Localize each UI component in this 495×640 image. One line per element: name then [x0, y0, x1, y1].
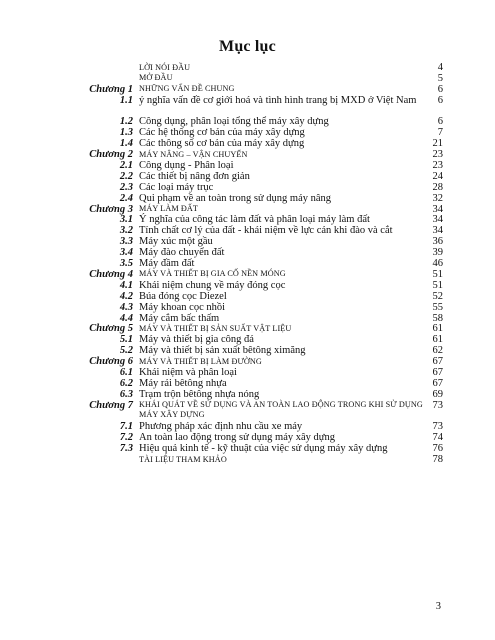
toc-entry-page: 23 [432, 149, 443, 161]
toc-entry-row [0, 138, 495, 149]
toc-entry-page: 28 [432, 181, 443, 193]
toc-entry-page: 61 [432, 334, 443, 346]
toc-entry-page: 55 [432, 301, 443, 313]
toc-entry-title: Các hệ thống cơ bản của máy xây dựng [139, 127, 305, 139]
toc-entry-row [0, 193, 495, 204]
toc-entry-number: 7.3 [119, 443, 133, 455]
toc-entry-title: Máy đào chuyển đất [139, 247, 225, 259]
toc-entry-number: Chương 4 [89, 268, 133, 280]
toc-entry-page: 4 [437, 62, 443, 73]
toc-entry-row [0, 258, 495, 269]
toc-entry-page: 34 [432, 225, 443, 237]
toc-entry-title: Búa đóng cọc Diezel [139, 290, 227, 302]
toc-entry-number: 2.2 [119, 170, 133, 182]
toc-entry-number: 4.2 [119, 290, 133, 302]
toc-entry-number: Chương 3 [89, 203, 133, 215]
toc-entry-title: Khái niệm chung về máy đóng cọc [139, 279, 286, 291]
toc-entry-title: Công dụng - Phân loại [139, 160, 234, 172]
toc-entry-row [0, 313, 495, 324]
toc-entry-page: 21 [432, 138, 443, 150]
page-title: Mục lục [219, 38, 276, 55]
toc-entry-title: MÁY LÀM ĐẤT [139, 204, 199, 214]
toc-entry-number: 5.1 [119, 334, 133, 346]
toc-entry-row [0, 127, 495, 138]
toc-entry-number: 4.4 [119, 312, 133, 324]
toc-entry-row [0, 454, 495, 465]
toc-entry-number: 2.3 [119, 181, 133, 193]
toc-entry-title: LỜI NÓI ĐẦU [139, 62, 191, 72]
toc-entry-page: 58 [432, 312, 443, 324]
toc-entry-title: KHÁI QUÁT VỀ SỬ DỤNG VÀ AN TOÀN LAO ĐỘNG TRONG KHI SỬ DỤNG MÁY XÂY DỰNG [139, 400, 423, 420]
toc-entry-number: 2.4 [119, 192, 133, 204]
toc-entry-number: 7.2 [119, 432, 133, 444]
toc-entry-title: MÁY VÀ THIẾT BỊ LÀM ĐƯỜNG [139, 356, 262, 366]
toc-entry-page: 34 [432, 214, 443, 226]
toc-entry-page: 73 [432, 399, 443, 411]
toc-entry-page: 6 [437, 94, 443, 106]
toc-entry-page: 74 [432, 432, 443, 444]
toc-entry-page: 6 [437, 83, 443, 95]
toc-entry-page: 67 [432, 366, 443, 378]
toc-entry-number: 3.2 [119, 225, 133, 237]
toc-entry-number: 1.1 [119, 94, 133, 106]
toc-entry-number: 4.1 [119, 279, 133, 291]
toc-entry-row [0, 171, 495, 182]
toc-entry-page: 36 [432, 236, 443, 248]
toc-entry-page: 5 [437, 72, 443, 84]
toc-entry-row [0, 443, 495, 454]
toc-entry-page: 73 [432, 421, 443, 433]
toc-entry-page: 76 [432, 443, 443, 455]
toc-chapter-row [0, 84, 495, 95]
toc-entry-title: Qui phạm về an toàn trong sử dụng máy nâng [139, 192, 332, 204]
toc-entry-title: Trạm trộn bêtông nhựa nóng [139, 388, 260, 400]
toc-entry-title: Hiệu quả kinh tế - kỹ thuật của việc sử dụng máy xây dựng [139, 443, 388, 455]
toc-entry-page: 62 [432, 345, 443, 357]
toc-entry-title: MÁY NÂNG – VẬN CHUYỂN [139, 149, 248, 159]
toc-entry-number: 3.3 [119, 236, 133, 248]
table-of-contents [0, 62, 495, 465]
toc-entry-title: Máy cắm bấc thấm [139, 312, 220, 324]
toc-entry-number: 5.2 [119, 345, 133, 357]
toc-entry-row [0, 95, 495, 117]
toc-entry-row [0, 116, 495, 127]
toc-entry-page: 67 [432, 356, 443, 368]
toc-entry-number: 6.2 [119, 377, 133, 389]
toc-entry-page: 23 [432, 160, 443, 172]
toc-entry-title: Các thiết bị nâng đơn giản [139, 170, 250, 182]
toc-entry-title: MỞ ĐẦU [139, 73, 173, 83]
toc-entry-number: Chương 7 [89, 399, 133, 411]
toc-entry-row [0, 291, 495, 302]
toc-entry-page: 61 [432, 323, 443, 335]
toc-entry-title: Công dụng, phân loại tổng thể máy xây dựng [139, 116, 329, 128]
toc-entry-title: Tính chất cơ lý của đất - khái niệm về lực cản khi đào và cắt [139, 225, 393, 237]
toc-entry-row [0, 421, 495, 432]
toc-entry-row [0, 378, 495, 389]
toc-entry-number: Chương 5 [89, 323, 133, 335]
toc-entry-row [0, 345, 495, 356]
toc-entry-row [0, 280, 495, 291]
toc-entry-page: 52 [432, 290, 443, 302]
toc-entry-page: 78 [432, 454, 443, 466]
toc-entry-number: Chương 2 [89, 149, 133, 161]
toc-entry-title: Ý nghĩa của công tác làm đất và phân loại máy làm đất [139, 214, 370, 226]
toc-entry-row [0, 334, 495, 345]
toc-entry-title: MÁY VÀ THIẾT BỊ GIA CỐ NỀN MÓNG [139, 269, 286, 279]
toc-entry-title: MÁY VÀ THIẾT BỊ SẢN SUẤT VẬT LIỆU [139, 323, 292, 333]
toc-entry-row [0, 247, 495, 258]
toc-entry-number: 1.4 [119, 138, 133, 150]
toc-entry-page: 24 [432, 170, 443, 182]
toc-entry-number: 3.5 [119, 258, 133, 270]
toc-entry-row [0, 214, 495, 225]
toc-entry-page: 67 [432, 377, 443, 389]
toc-entry-page: 6 [437, 116, 443, 128]
toc-entry-row [0, 62, 495, 73]
page-number: 3 [435, 601, 441, 612]
toc-entry-number: 2.1 [119, 160, 133, 172]
toc-entry-page: 51 [432, 268, 443, 280]
toc-entry-title: Máy và thiết bị gia công đá [139, 334, 254, 346]
toc-entry-number: 3.4 [119, 247, 133, 259]
toc-entry-number: Chương 1 [89, 83, 133, 95]
toc-entry-title: Phương pháp xác định nhu cầu xe máy [139, 421, 303, 433]
toc-entry-row [0, 432, 495, 443]
toc-entry-title: Máy và thiết bị sản xuất bêtông ximăng [139, 345, 306, 357]
toc-entry-number: 6.3 [119, 388, 133, 400]
toc-entry-number: 7.1 [119, 421, 133, 433]
toc-entry-row [0, 236, 495, 247]
toc-entry-number: Chương 6 [89, 356, 133, 368]
toc-entry-row [0, 302, 495, 313]
toc-entry-row [0, 389, 495, 400]
toc-entry-title: TÀI LIỆU THAM KHẢO [139, 454, 227, 464]
toc-entry-row [0, 367, 495, 378]
toc-entry-page: 39 [432, 247, 443, 259]
toc-entry-number: 4.3 [119, 301, 133, 313]
toc-entry-page: 51 [432, 279, 443, 291]
toc-chapter-row [0, 400, 495, 422]
toc-chapter-row [0, 323, 495, 334]
toc-entry-number: 1.3 [119, 127, 133, 139]
toc-entry-title: An toàn lao động trong sử dụng máy xây dựng [139, 432, 335, 444]
toc-entry-page: 32 [432, 192, 443, 204]
toc-entry-title: Máy xúc một gầu [139, 236, 213, 248]
toc-chapter-row [0, 149, 495, 160]
toc-entry-title: ý nghĩa vấn đề cơ giới hoá và tình hình trang bị MXD ở Việt Nam [139, 94, 417, 106]
toc-entry-row [0, 160, 495, 171]
toc-entry-number: 6.1 [119, 366, 133, 378]
toc-entry-page: 46 [432, 258, 443, 270]
toc-entry-page: 34 [432, 203, 443, 215]
toc-entry-title: Các thông số cơ bản của máy xây dựng [139, 138, 305, 150]
toc-entry-title: Máy đầm đất [139, 258, 195, 270]
toc-chapter-row [0, 356, 495, 367]
toc-entry-title: Khái niệm và phân loại [139, 366, 237, 378]
toc-entry-row [0, 182, 495, 193]
toc-entry-row [0, 73, 495, 84]
toc-entry-title: NHỮNG VẤN ĐỀ CHUNG [139, 84, 235, 94]
toc-entry-title: Máy khoan cọc nhồi [139, 301, 226, 313]
toc-entry-page: 7 [437, 127, 443, 139]
toc-entry-row [0, 225, 495, 236]
toc-chapter-row [0, 204, 495, 215]
toc-entry-title: Máy rải bêtông nhựa [139, 377, 227, 389]
toc-entry-number: 3.1 [119, 214, 133, 226]
toc-entry-title: Các loại máy trục [139, 181, 214, 193]
toc-entry-number: 1.2 [119, 116, 133, 128]
toc-entry-page: 69 [432, 388, 443, 400]
toc-chapter-row [0, 269, 495, 280]
